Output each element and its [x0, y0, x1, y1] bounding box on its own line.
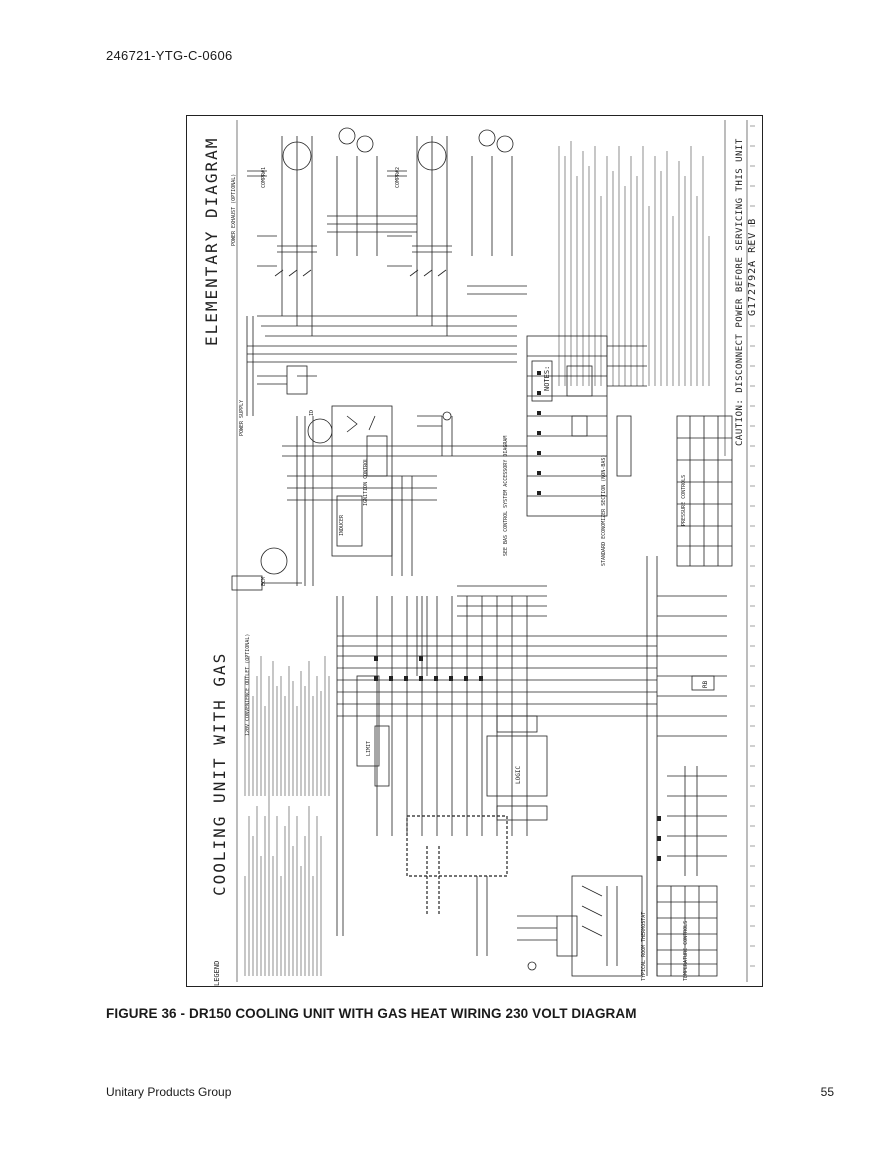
label-id: ID [309, 409, 315, 416]
label-ignition: IGNITION CONTROL [363, 457, 369, 506]
legend-block [245, 656, 329, 976]
notes-block [559, 141, 709, 386]
compressor-section [247, 128, 527, 336]
economizer-section [527, 336, 647, 516]
label-outlet: 120V CONVENIENCE OUTLET (OPTIONAL) [245, 633, 251, 736]
label-compr1: COMPR#1 [261, 166, 267, 188]
label-temperature-controls: TEMPERATURE CONTROLS [683, 920, 689, 981]
legend-heading: LEGEND [213, 960, 221, 986]
thermostat-connections [477, 876, 577, 970]
label-ecm: ECM [261, 576, 267, 586]
block-logic: LOGIC [515, 765, 522, 784]
label-economizer: STANDARD ECONOMIZER SECTION (NON-BAS) [601, 454, 607, 566]
page-number: 55 [820, 1085, 834, 1099]
right-branches [647, 556, 727, 976]
control-ladder [337, 586, 657, 936]
diagram-title-left: COOLING UNIT WITH GAS [210, 651, 229, 896]
notes-heading: NOTES: [543, 365, 551, 391]
figure-caption: FIGURE 36 - DR150 COOLING UNIT WITH GAS HEAT WIRING 230 VOLT DIAGRAM [106, 1006, 637, 1021]
wiring-diagram [186, 115, 763, 987]
label-compr2: COMPR#2 [395, 166, 401, 188]
part-number: G172792A REV B [747, 217, 758, 316]
label-bas: SEE BAS CONTROL SYSTEM ACCESSORY DIAGRAM [503, 435, 509, 556]
label-power-exhaust: POWER EXHAUST (OPTIONAL) [231, 173, 237, 246]
block-limit: LIMIT [366, 740, 372, 756]
diagram-title-right: ELEMENTARY DIAGRAM [202, 136, 221, 346]
caution-text: CAUTION: DISCONNECT POWER BEFORE SERVICING THIS UNIT [735, 138, 745, 446]
label-power-supply: POWER SUPPLY [239, 399, 245, 436]
label-pressure-controls: PRESSURE CONTROLS [681, 474, 687, 526]
footer-publisher: Unitary Products Group [106, 1085, 232, 1099]
label-thermostat: TYPICAL ROOM THERMOSTAT [641, 911, 647, 981]
document-code: 246721-YTG-C-0606 [106, 48, 233, 63]
label-inducer: INDUCER [339, 514, 345, 536]
heat-section [232, 406, 452, 590]
block-rb: RB [702, 680, 709, 688]
